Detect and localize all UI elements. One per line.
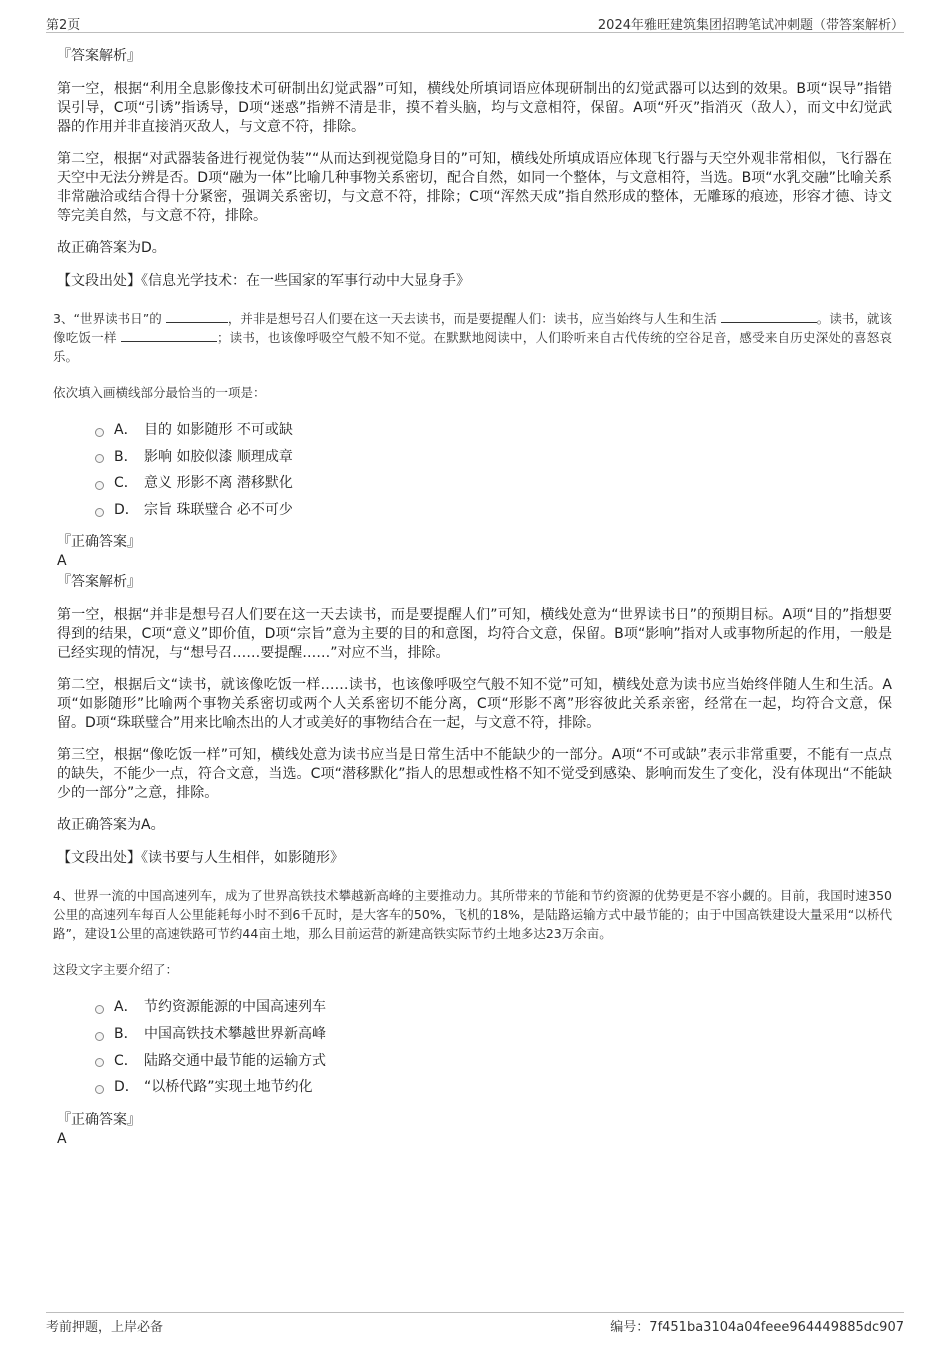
q4-options xyxy=(95,994,892,1100)
q4-answer-label: 『正确答案』 xyxy=(57,1111,141,1128)
radio-icon[interactable] xyxy=(95,481,104,490)
q2-analysis-paragraph: 第一空，根据“利用全息影像技术可研制出幻觉武器”可知，横线处所填词语应体现研制出的幻觉武器可以达到的效果。B项“误导”指错误引导，C项“引诱”指诱导，D项“迷惑”指辨不清是非，摸不着头脑，均与文意相符，保留。A项“歼灭”指消灭（敌人），而文中幻觉武器的作用并非直接消灭敌人，与文意不符，排除。 xyxy=(57,81,892,135)
radio-icon[interactable] xyxy=(95,508,104,517)
footer-serial: 编号：7f451ba3104a04feee964449885dc907 xyxy=(610,1320,904,1335)
radio-icon[interactable] xyxy=(95,454,104,463)
q3-option-d[interactable]: D． 宗旨 珠联璧合 必不可少 xyxy=(95,497,892,524)
q4-option-d[interactable]: D． “以桥代路”实现土地节约化 xyxy=(95,1074,892,1101)
footer-slogan: 考前押题，上岸必备 xyxy=(46,1320,164,1335)
q4-option-b[interactable]: B． 中国高铁技术攀越世界新高峰 xyxy=(95,1021,892,1048)
q3-prompt: 依次填入画横线部分最恰当的一项是： xyxy=(53,385,266,400)
radio-icon[interactable] xyxy=(95,428,104,437)
q3-option-c[interactable]: C． 意义 形影不离 潜移默化 xyxy=(95,470,892,497)
q3-source: 【文段出处】《读书要与人生相伴，如影随形》 xyxy=(57,850,344,867)
q3-analysis-paragraph: 第一空，根据“并非是想号召人们要在这一天去读书，而是要提醒人们”可知，横线处意为“世界读书日”的预期目标。A项“目的”指想要得到的结果，C项“意义”即价值，D项“宗旨”意为主要的目的和意图，均符合文意，保留。B项“影响”指对人或事物所起的作用，一般是已经实现的情况，与“想号召……要提醒……”对应不当，排除。 xyxy=(57,607,892,662)
page-header xyxy=(46,12,904,33)
q3-question-text: 3、“世界读书日”的 ，并非是想号召人们要在这一天去读书，而是要提醒人们：读书，应当始终与人生和生活 。读书，就该像吃饭一样 ；读书，也该像呼吸空气般不知不觉。在默默地阅读中，人们聆听来自古代传统的空谷足音，感受来自历史深处的喜怒哀乐。 xyxy=(53,311,892,364)
radio-icon[interactable] xyxy=(95,1058,104,1067)
document-title: 2024年雅旺建筑集团招聘笔试冲刺题（带答案解析） xyxy=(597,18,904,33)
radio-icon[interactable] xyxy=(95,1085,104,1094)
q3-option-a[interactable]: A． 目的 如影随形 不可或缺 xyxy=(95,417,892,444)
q4-prompt: 这段文字主要介绍了： xyxy=(53,962,179,978)
q2-source: 【文段出处】《信息光学技术：在一些国家的军事行动中大显身手》 xyxy=(57,273,470,289)
page-content xyxy=(53,46,892,1150)
q3-option-b[interactable]: B． 影响 如胶似漆 顺理成章 xyxy=(95,444,892,471)
q3-analysis-paragraph: 第三空，根据“像吃饭一样”可知，横线处意为读书应当是日常生活中不能缺少的一部分。A项“不可或缺”表示非常重要，不能有一点点的缺失，不能少一点，符合文意，当选。C项“潜移默化”指人的思想或性格不知不觉受到感染、影响而发生了变化，没有体现出“不能缺少的一部分”之意，排除。 xyxy=(57,747,892,802)
q3-answer-label: 『正确答案』 xyxy=(57,534,141,551)
blank-line xyxy=(121,329,217,342)
blank-line xyxy=(721,310,817,323)
q3-options xyxy=(95,417,892,523)
blank-line xyxy=(166,310,228,323)
radio-icon[interactable] xyxy=(95,1005,104,1014)
q2-conclusion: 故正确答案为D。 xyxy=(57,240,166,256)
q4-question-text: 4、世界一流的中国高速列车，成为了世界高铁技术攀越新高峰的主要推动力。其所带来的节能和节约资源的优势更是不容小觑的。目前，我国时速350公里的高速列车每百人公里能耗每小时不到6千瓦时，是大客车的50%，飞机的18%，是陆路运输方式中最节能的；由于中国高铁建设大量采用“以桥代路”，建设1公里的高速铁路可节约44亩土地，那么目前运营的新建高铁实际节约土地多达23万余亩。 xyxy=(53,888,892,942)
q2-analysis-paragraph: 第二空，根据“对武器装备进行视觉伪装”“从而达到视觉隐身目的”可知，横线处所填成语应体现飞行器与天空外观非常相似，飞行器在天空中无法分辨是否。D项“融为一体”比喻几种事物关系密切，配合自然，如同一个整体，与文意相符，当选。B项“水乳交融”比喻关系非常融洽或结合得十分紧密，强调关系密切，与文意不符，排除；C项“浑然天成”指自然形成的整体，无雕琢的痕迹，形容才德、诗文等完美自然，与文意不符，排除。 xyxy=(57,151,892,224)
q3-answer: A xyxy=(57,553,67,570)
q2-analysis-label: 『答案解析』 xyxy=(57,48,141,64)
q3-conclusion: 故正确答案为A。 xyxy=(57,817,165,834)
radio-icon[interactable] xyxy=(95,1032,104,1041)
q3-analysis-paragraph: 第二空，根据后文“读书，就该像吃饭一样……读书，也该像呼吸空气般不知不觉”可知，横线处意为读书应当始终伴随人生和生活。A项“如影随形”比喻两个事物关系密切或两个人关系密切不能分离，C项“形影不离”形容彼此关系亲密，经常在一起，均符合文意，保留。D项“珠联璧合”用来比喻杰出的人才或美好的事物结合在一起，与文意不符，排除。 xyxy=(57,677,892,732)
q4-answer: A xyxy=(57,1130,67,1147)
q3-analysis-label: 『答案解析』 xyxy=(57,574,141,591)
q4-option-a[interactable]: A． 节约资源能源的中国高速列车 xyxy=(95,994,892,1021)
q4-option-c[interactable]: C． 陆路交通中最节能的运输方式 xyxy=(95,1048,892,1075)
page-number: 第2页 xyxy=(46,18,81,33)
page-footer xyxy=(46,1312,904,1335)
